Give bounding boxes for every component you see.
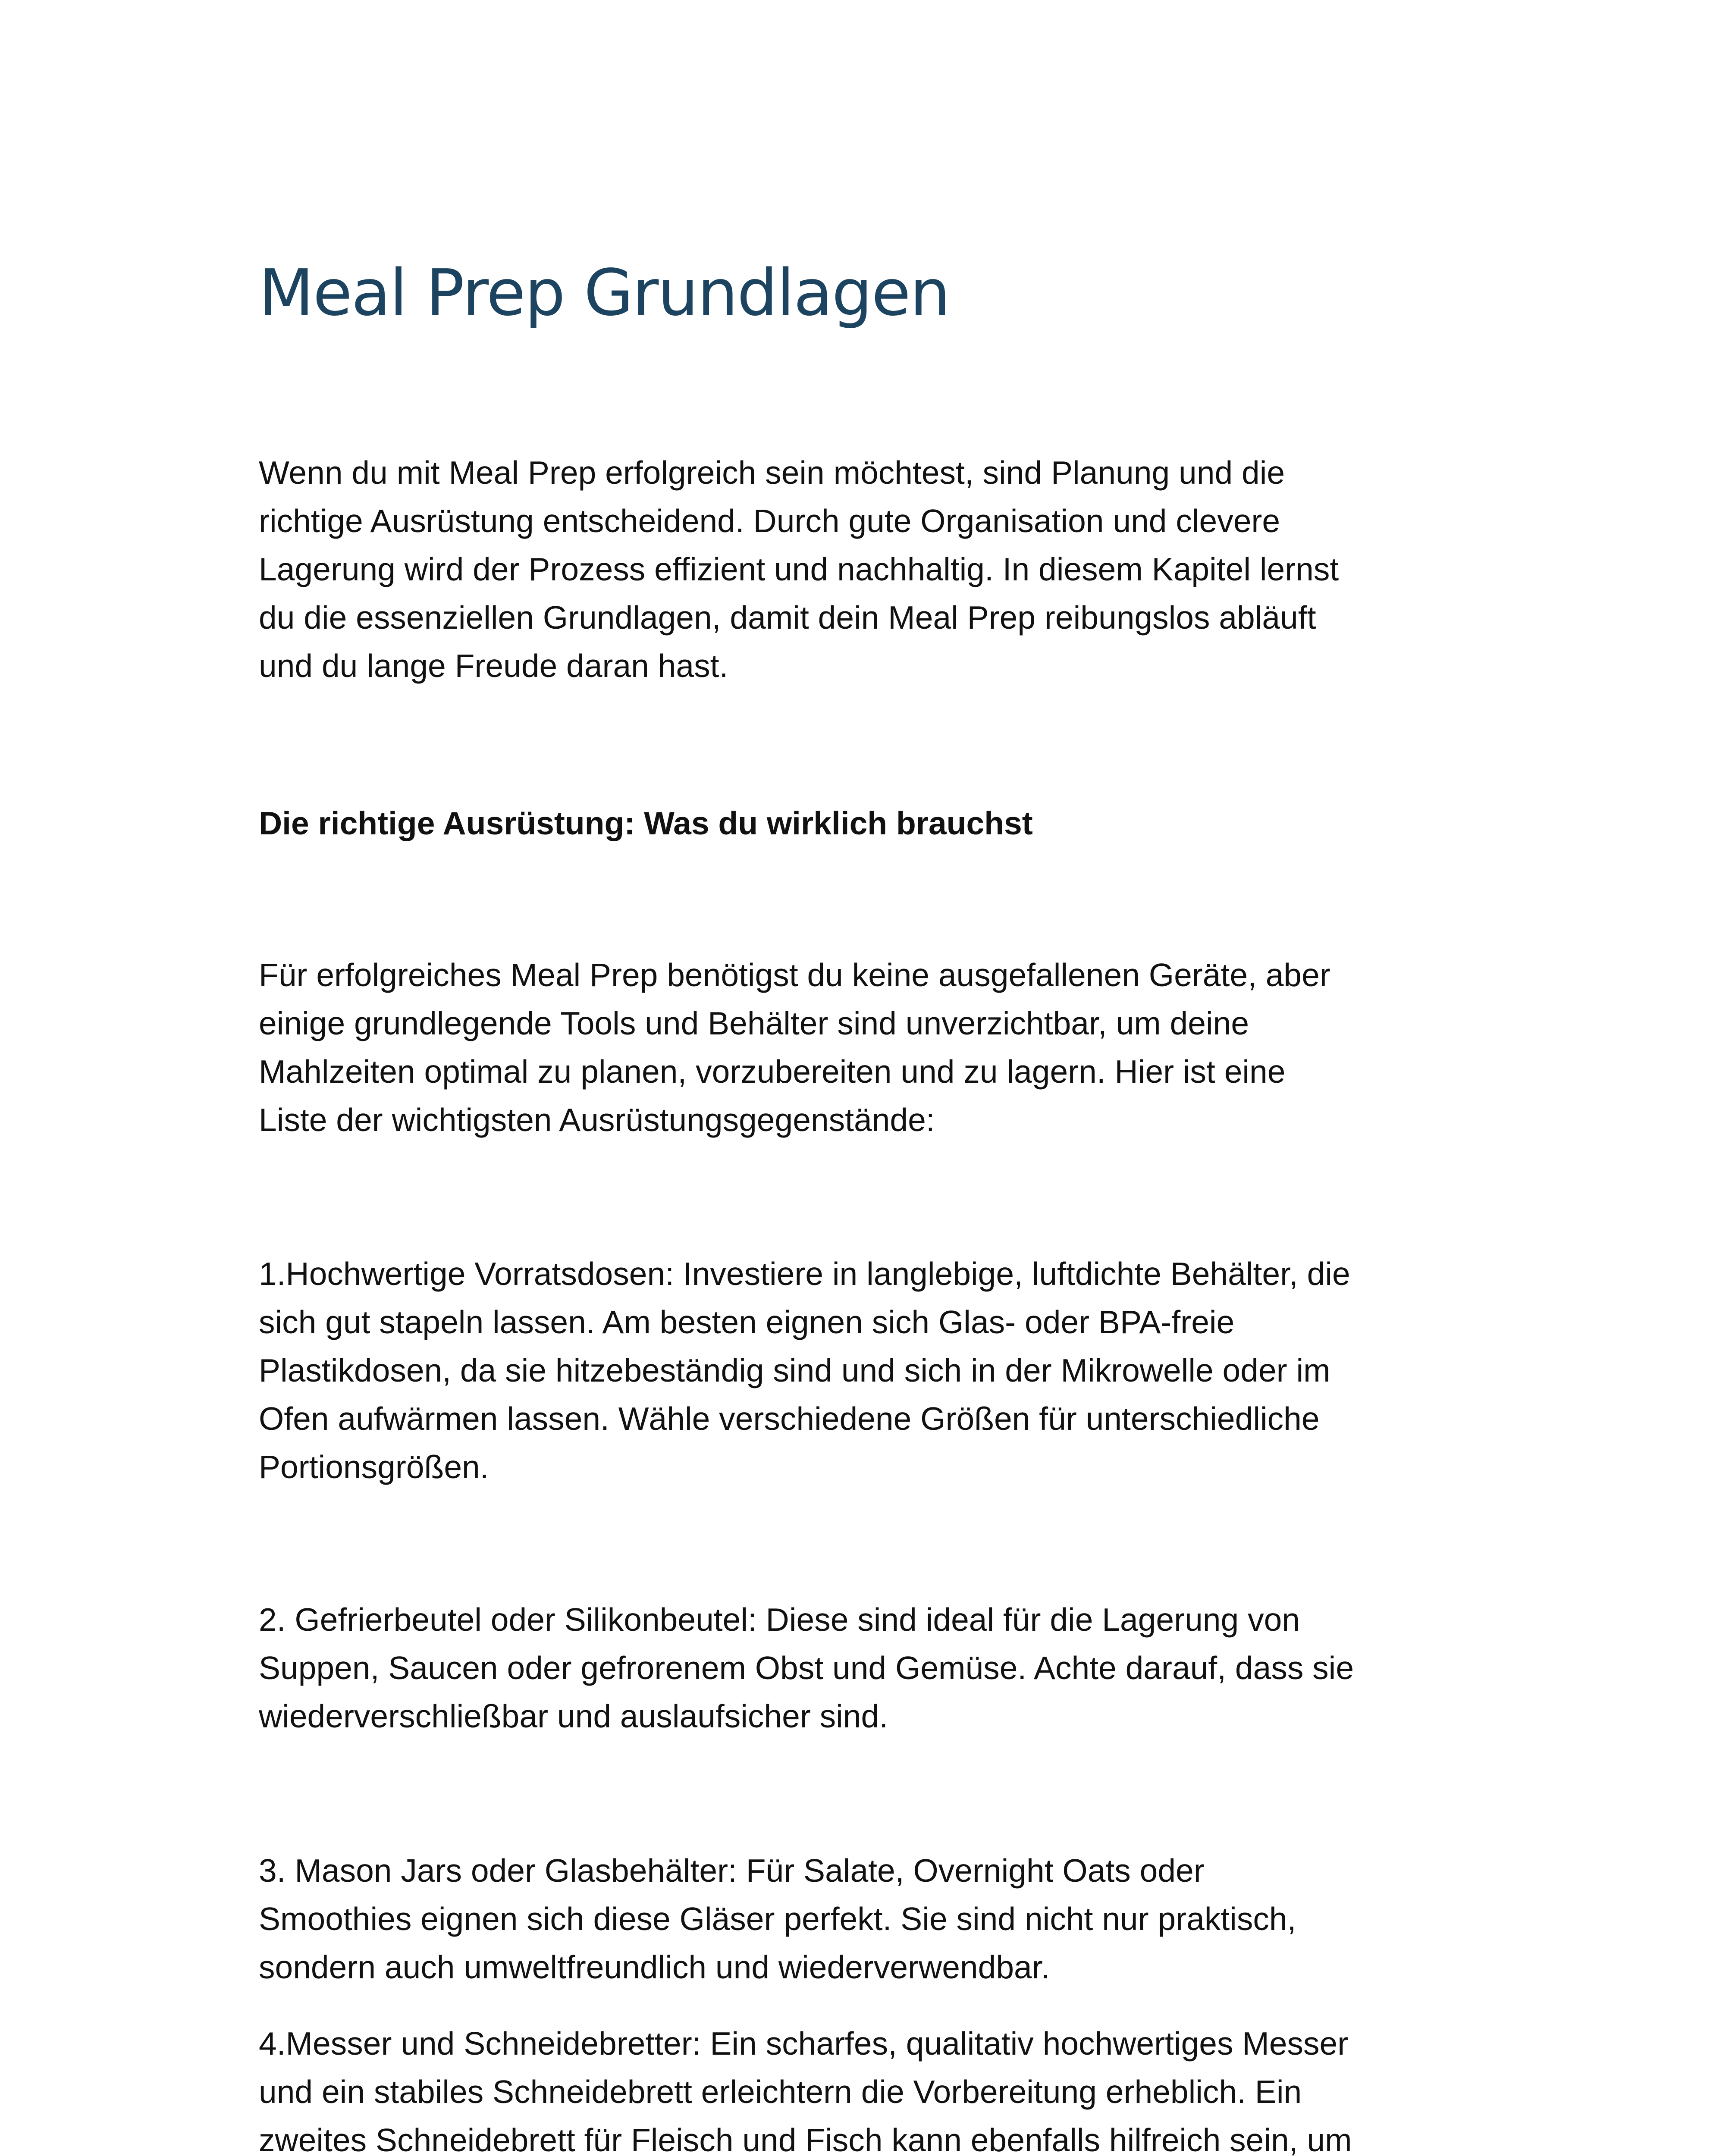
intro-line: du die essenziellen Grundlagen, damit dein Meal Prep reibungslos abläuft: [259, 599, 1316, 636]
list-item-line: sondern auch umweltfreundlich und wiederverwendbar.: [259, 1949, 1050, 1985]
list-item-line: Ofen aufwärmen lassen. Wähle verschiedene Größen für unterschiedliche: [259, 1401, 1320, 1437]
list-item-line: Suppen, Saucen oder gefrorenem Obst und Gemüse. Achte darauf, dass sie: [259, 1650, 1354, 1686]
list-item-line: zweites Schneidebrett für Fleisch und Fisch kann ebenfalls hilfreich sein, um: [259, 2122, 1352, 2156]
section-heading: Die richtige Ausrüstung: Was du wirklich brauchst: [259, 805, 1033, 841]
list-item-line: Portionsgrößen.: [259, 1449, 489, 1485]
list-item-line: sich gut stapeln lassen. Am besten eignen sich Glas- oder BPA-freie: [259, 1304, 1235, 1340]
lead-line: Liste der wichtigsten Ausrüstungsgegenstände:: [259, 1102, 935, 1138]
lead-line: Mahlzeiten optimal zu planen, vorzubereiten und zu lagern. Hier ist eine: [259, 1053, 1286, 1090]
intro-line: Lagerung wird der Prozess effizient und nachhaltig. In diesem Kapitel lernst: [259, 551, 1339, 587]
intro-line: richtige Ausrüstung entscheidend. Durch gute Organisation und clevere: [259, 503, 1280, 539]
intro-line: und du lange Freude daran hast.: [259, 648, 728, 684]
lead-line: Für erfolgreiches Meal Prep benötigst du keine ausgefallenen Geräte, aber: [259, 957, 1330, 993]
lead-line: einige grundlegende Tools und Behälter sind unverzichtbar, um deine: [259, 1005, 1249, 1041]
list-item-messer: [259, 2019, 1553, 2156]
list-item-line: Plastikdosen, da sie hitzebeständig sind und sich in der Mikrowelle oder im: [259, 1352, 1330, 1388]
intro-line: Wenn du mit Meal Prep erfolgreich sein möchtest, sind Planung und die: [259, 454, 1285, 491]
list-item-mason-jars: [259, 1846, 1553, 1991]
list-item-line: 1.Hochwertige Vorratsdosen: Investiere in langlebige, luftdichte Behälter, die: [259, 1256, 1350, 1292]
list-item-line: Smoothies eignen sich diese Gläser perfekt. Sie sind nicht nur praktisch,: [259, 1901, 1296, 1937]
intro-paragraph: [259, 448, 1553, 690]
list-item-gefrierbeutel: [259, 1595, 1553, 1740]
list-item-line: und ein stabiles Schneidebrett erleichtern die Vorbereitung erheblich. Ein: [259, 2074, 1302, 2110]
list-item-line: 3. Mason Jars oder Glasbehälter: Für Salate, Overnight Oats oder: [259, 1852, 1205, 1889]
list-item-line: 4.Messer und Schneidebretter: Ein scharfes, qualitativ hochwertiges Messer: [259, 2025, 1349, 2062]
list-item-line: 2. Gefrierbeutel oder Silikonbeutel: Diese sind ideal für die Lagerung von: [259, 1601, 1300, 1638]
list-item-line: wiederverschließbar und auslaufsicher sind.: [259, 1698, 888, 1734]
page-title: Meal Prep Grundlagen: [259, 256, 950, 330]
section-lead-paragraph: [259, 951, 1553, 1144]
list-item-vorratsdosen: [259, 1250, 1553, 1491]
